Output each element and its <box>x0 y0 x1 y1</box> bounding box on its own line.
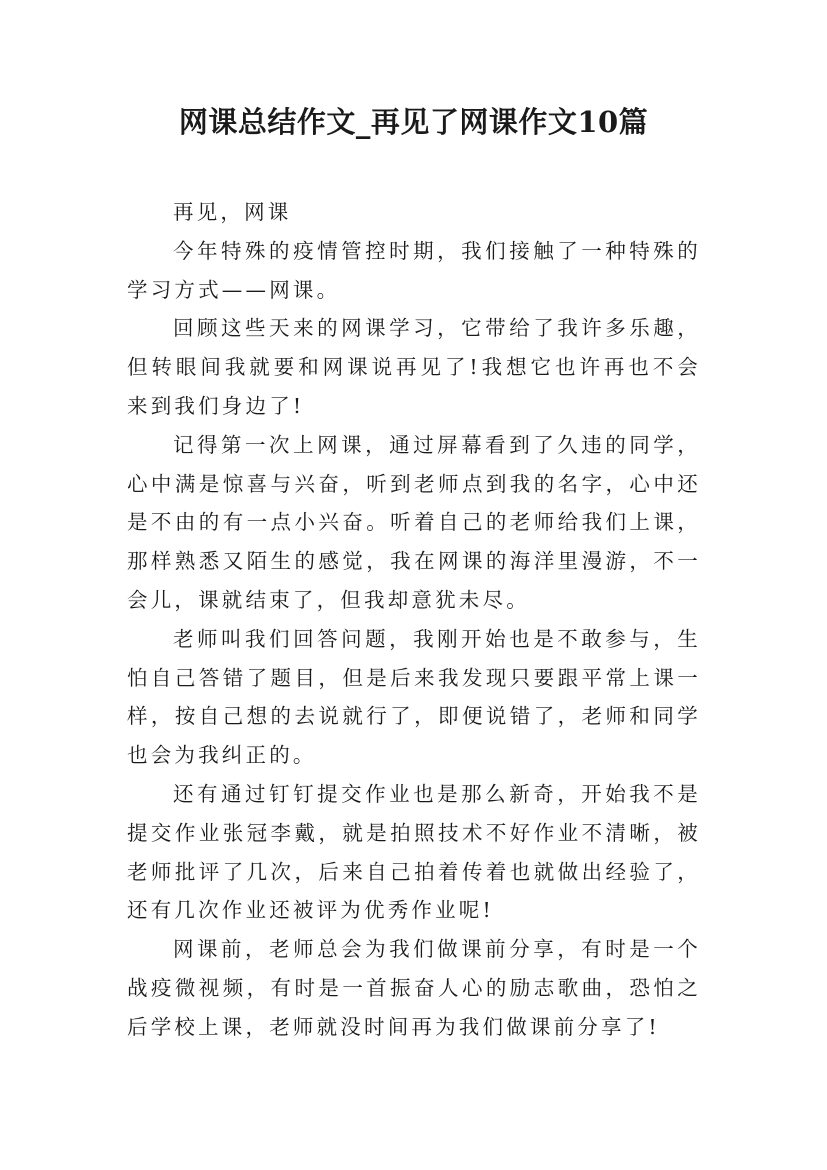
document-title: 网课总结作文_再见了网课作文10篇 <box>178 105 649 139</box>
paragraph: 今年特殊的疫情管控时期，我们接触了一种特殊的学习方式——网课。 <box>127 238 701 302</box>
paragraph: 回顾这些天来的网课学习，它带给了我许多乐趣，但转眼间我就要和网课说再见了!我想它也许再也不会来到我们身边了! <box>127 316 701 418</box>
paragraph-greeting: 再见，网课 <box>173 200 292 224</box>
document-body <box>127 193 701 1047</box>
paragraph: 记得第一次上网课，通过屏幕看到了久违的同学，心中满是惊喜与兴奋，听到老师点到我的名字，心中还是不由的有一点小兴奋。听着自己的老师给我们上课，那样熟悉又陌生的感觉，我在网课的海洋里漫游，不一会儿，课就结束了，但我却意犹未尽。 <box>127 432 701 612</box>
paragraph: 还有通过钉钉提交作业也是那么新奇，开始我不是提交作业张冠李戴，就是拍照技术不好作业不清晰，被老师批评了几次，后来自己拍着传着也就做出经验了，还有几次作业还被评为优秀作业呢! <box>127 781 701 923</box>
paragraph: 网课前，老师总会为我们做课前分享，有时是一个战疫微视频，有时是一首振奋人心的励志歌曲，恐怕之后学校上课，老师就没时间再为我们做课前分享了! <box>127 937 701 1039</box>
paragraph: 老师叫我们回答问题，我刚开始也是不敢参与，生怕自己答错了题目，但是后来我发现只要跟平常上课一样，按自己想的去说就行了，即便说错了，老师和同学也会为我纠正的。 <box>127 626 701 768</box>
